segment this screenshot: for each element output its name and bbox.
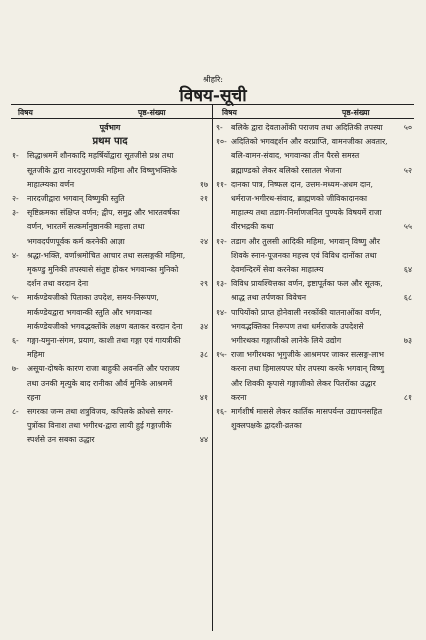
entry-page: ४४: [199, 435, 208, 445]
entry-number: ६-: [12, 336, 19, 346]
toc-entry: [216, 306, 412, 349]
entry-page: ५५: [403, 222, 412, 232]
entry-number: १४-: [216, 307, 227, 317]
toc-entry: [216, 121, 412, 135]
entry-page: २१: [199, 194, 208, 204]
entry-page: ५२: [403, 165, 412, 175]
right-column: [216, 121, 412, 433]
entry-page: १७: [199, 179, 208, 189]
left-column: [12, 121, 208, 448]
entry-text: असूया-दोषके कारण राजा बाहुकी अवनति और पराजय तथा उनकी मृत्युके बाद रानीका और्व मुनिके आश्रममें रहना: [27, 364, 180, 402]
toc-entry: [216, 135, 412, 178]
entry-page: ३८: [199, 350, 208, 360]
entry-text: श्रद्धा-भक्ति, वर्णाश्रमोचित आचार तथा सत्सङ्गकी महिमा, मृकण्डु मुनिकी तपस्यासे संतुष्ट होकर भगवान्का मुनिको दर्शन तथा वरदान देना: [27, 250, 186, 289]
entry-page: ३४: [199, 321, 208, 331]
entry-number: ९-: [216, 123, 223, 132]
toc-entry: [12, 192, 208, 206]
entry-number: २-: [12, 194, 19, 204]
top-mark: श्रीहरि:: [202, 75, 224, 84]
entry-page: ५०: [403, 123, 412, 132]
section-heading: प्रथम पाद: [92, 136, 128, 148]
toc-entry: [12, 249, 208, 292]
entry-text: विविध प्रायश्चित्तका वर्णन, इष्टापूर्तका फल और सूतक, श्राद्ध तथा तर्पणका विवेचन: [231, 279, 383, 303]
right-subject-header: विषय: [222, 108, 237, 117]
toc-entry: [12, 334, 208, 362]
entry-number: ४-: [12, 250, 19, 260]
entry-text: सिद्धाश्रममें शौनकादि महर्षियोंद्वारा सूतजीसे प्रश्न तथा सूतजीके द्वारा नारदपुराणकी महिमा और विष्णुभक्तिके माहात्म्यका वर्णन: [27, 151, 177, 189]
entry-number: ११-: [216, 179, 227, 189]
entry-number: ७-: [12, 364, 19, 374]
toc-entry: [12, 206, 208, 249]
entry-text: तडाग और तुलसी आदिकी महिमा, भगवान् विष्णु और शिवके स्नान-पूजनका महत्त्व एवं विविध दानोंका तथा देवमन्दिरमें सेवा करनेका माहात्म्य: [231, 236, 380, 275]
left-page-header: पृष्ठ-संख्या: [138, 108, 166, 117]
entry-number: १०-: [216, 137, 227, 147]
toc-entry: [12, 405, 208, 448]
page-title: विषय-सूची: [179, 86, 247, 106]
entry-page: ७३: [403, 336, 412, 346]
entry-text: मार्गशीर्ष माससे लेकर कार्तिक मासपर्यन्त उद्यापनसहित शुक्लपक्षके द्वादशी-व्रतका: [231, 407, 383, 431]
entry-number: १-: [12, 151, 19, 161]
entry-page: ६८: [403, 293, 412, 303]
toc-entry: [216, 178, 412, 235]
entry-number: १६-: [216, 407, 227, 417]
toc-entry: [216, 348, 412, 405]
toc-entry: [216, 277, 412, 305]
entry-page: २९: [199, 279, 208, 289]
entry-number: १३-: [216, 279, 227, 289]
entry-page: ४१: [199, 392, 208, 402]
entry-page: २४: [199, 236, 208, 246]
entry-text: पापियोंको प्राप्त होनेवाली नरकोंकी यातनाओंका वर्णन, भगवद्भक्तिका निरूपण तथा धर्मराजके उपदेशसे भगीरथका गङ्गाजीको लानेके लिये उद्योग: [231, 307, 382, 346]
left-subject-header: विषय: [18, 108, 33, 117]
right-page-header: पृष्ठ-संख्या: [342, 108, 370, 117]
toc-entry: [216, 235, 412, 278]
entry-number: ८-: [12, 407, 19, 417]
entry-number: ३-: [12, 208, 19, 218]
entry-text: सगरका जन्म तथा शत्रुविजय, कपिलके क्रोधसे सगर-पुत्रोंका विनाश तथा भगीरथ-द्वारा लायी हुई गङ्गाजीके स्पर्शसे उन सबका उद्धार: [27, 407, 174, 445]
entry-text: बलिके द्वारा देवताओंकी पराजय तथा अदितिकी तपस्या: [231, 123, 383, 132]
entry-number: १२-: [216, 236, 227, 246]
entry-page: ६४: [403, 265, 412, 275]
column-divider: [212, 104, 213, 631]
entry-text: दानका पात्र, निष्फल दान, उत्तम-मध्यम-अधम दान, धर्मराज-भगीरथ-संवाद, ब्राह्मणको जीविकादानका माहात्म्य तथा तडाग-निर्माणजनित पुण्यके विषयमें राजा वीरभद्रकी कथा: [231, 179, 382, 232]
entry-text: नारदजीद्वारा भगवान् विष्णुकी स्तुति: [27, 194, 125, 204]
entry-number: १५-: [216, 350, 227, 360]
toc-entry: [216, 405, 412, 433]
entry-text: राजा भगीरथका भृगुजीके आश्रमपर जाकर सत्सङ्ग-लाभ करना तथा हिमालयपर घोर तपस्या करके भगवान् विष्णु और शिवकी कृपासे गङ्गाजीको लेकर पितरोंका उद्धार करना: [231, 350, 385, 402]
entry-number: ५-: [12, 293, 19, 303]
toc-entry: [12, 362, 208, 405]
entry-text: सृष्टिक्रमका संक्षिप्त वर्णन; द्वीप, समुद्र और भारतवर्षका वर्णन, भारतमें सत्कर्मानुष्ठानकी महत्ता तथा भगवदर्पणपूर्वक कर्म करनेकी आज्ञा: [27, 208, 180, 246]
entry-page: ८१: [403, 392, 412, 402]
toc-entry: [12, 291, 208, 334]
entry-text: गङ्गा-यमुना-संगम, प्रयाग, काशी तथा गङ्गा एवं गायत्रीकी महिमा: [27, 336, 181, 360]
entry-text: अदितिको भगवद्दर्शन और वरप्राप्ति, वामनजीका अवतार, बलि-वामन-संवाद, भगवान्का तीन पैरसे समस्त ब्रह्माण्डको लेकर बलिको रसातल भेजना: [231, 137, 388, 175]
entry-text: मार्कण्डेयजीको पिताका उपदेश, समय-निरूपण, मार्कण्डेयद्वारा भगवान्की स्तुति और भगवान्का मार्कण्डेयजीको भगवद्भक्तोंके लक्षण बताकर वरदान देना: [27, 293, 183, 331]
section-heading: पूर्वभाग: [99, 123, 121, 132]
toc-entry: [12, 149, 208, 192]
